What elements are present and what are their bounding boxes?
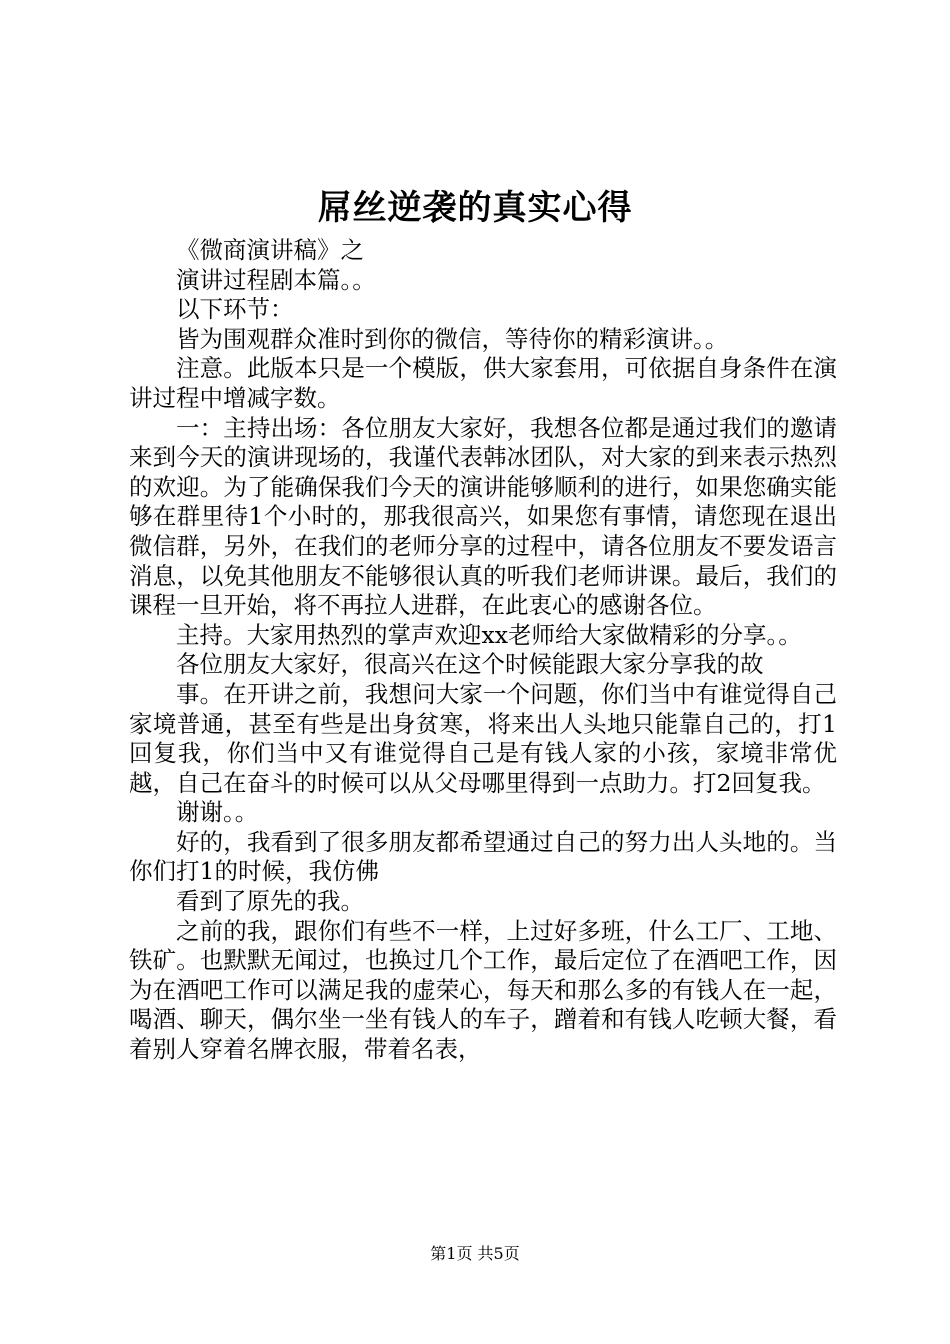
document-title: 屌丝逆袭的真实心得 [317, 188, 633, 228]
document-body [129, 236, 837, 1065]
paragraph: 之前的我，跟你们有些不一样，上过好多班，什么工厂、工地、铁矿。也默默无闻过，也换过几个工作，最后定位了在酒吧工作，因为在酒吧工作可以满足我的虚荣心，每天和那么多的有钱人在一起，喝酒、聊天，偶尔坐一坐有钱人的车子，蹭着和有钱人吃顿大餐，看着别人穿着名牌衣服，带着名表， [129, 916, 837, 1064]
paragraph: 演讲过程剧本篇。。 [176, 265, 376, 294]
paragraph: 一：主持出场：各位朋友大家好，我想各位都是通过我们的邀请来到今天的演讲现场的，我谨代表韩冰团队，对大家的到来表示热烈的欢迎。为了能确保我们今天的演讲能够顺利的进行，如果您确实能够在群里待1个小时的，那我很高兴，如果您有事情，请您现在退出微信群，另外，在我们的老师分享的过程中，请各位朋友不要发语言消息，以免其他朋友不能够很认真的听我们老师讲课。最后，我们的课程一旦开始，将不再拉人进群，在此衷心的感谢各位。 [129, 413, 837, 620]
paragraph: 主持。大家用热烈的掌声欢迎xx老师给大家做精彩的分享。。 [176, 620, 802, 649]
page-footer: 第1页 共5页 [430, 1244, 520, 1263]
paragraph: 看到了原先的我。 [176, 887, 364, 916]
paragraph: 好的，我看到了很多朋友都希望通过自己的努力出人头地的。当你们打1的时候，我仿佛 [129, 827, 837, 886]
paragraph: 各位朋友大家好，很高兴在这个时候能跟大家分享我的故 [176, 650, 764, 679]
paragraph: 《微商演讲稿》之 [176, 236, 364, 264]
paragraph: 以下环节： [176, 295, 294, 324]
paragraph: 谢谢。。 [176, 798, 259, 827]
paragraph: 注意。此版本只是一个模版，供大家套用，可依据自身条件在演讲过程中增减字数。 [129, 354, 837, 412]
paragraph: 皆为围观群众准时到你的微信，等待你的精彩演讲。。 [176, 324, 729, 353]
paragraph: 事。在开讲之前，我想问大家一个问题，你们当中有谁觉得自己家境普通，甚至有些是出身贫寒，将来出人头地只能靠自己的，打1回复我，你们当中又有谁觉得自己是有钱人家的小孩，家境非常优越，自己在奋斗的时候可以从父母哪里得到一点助力。打2回复我。 [129, 679, 837, 797]
